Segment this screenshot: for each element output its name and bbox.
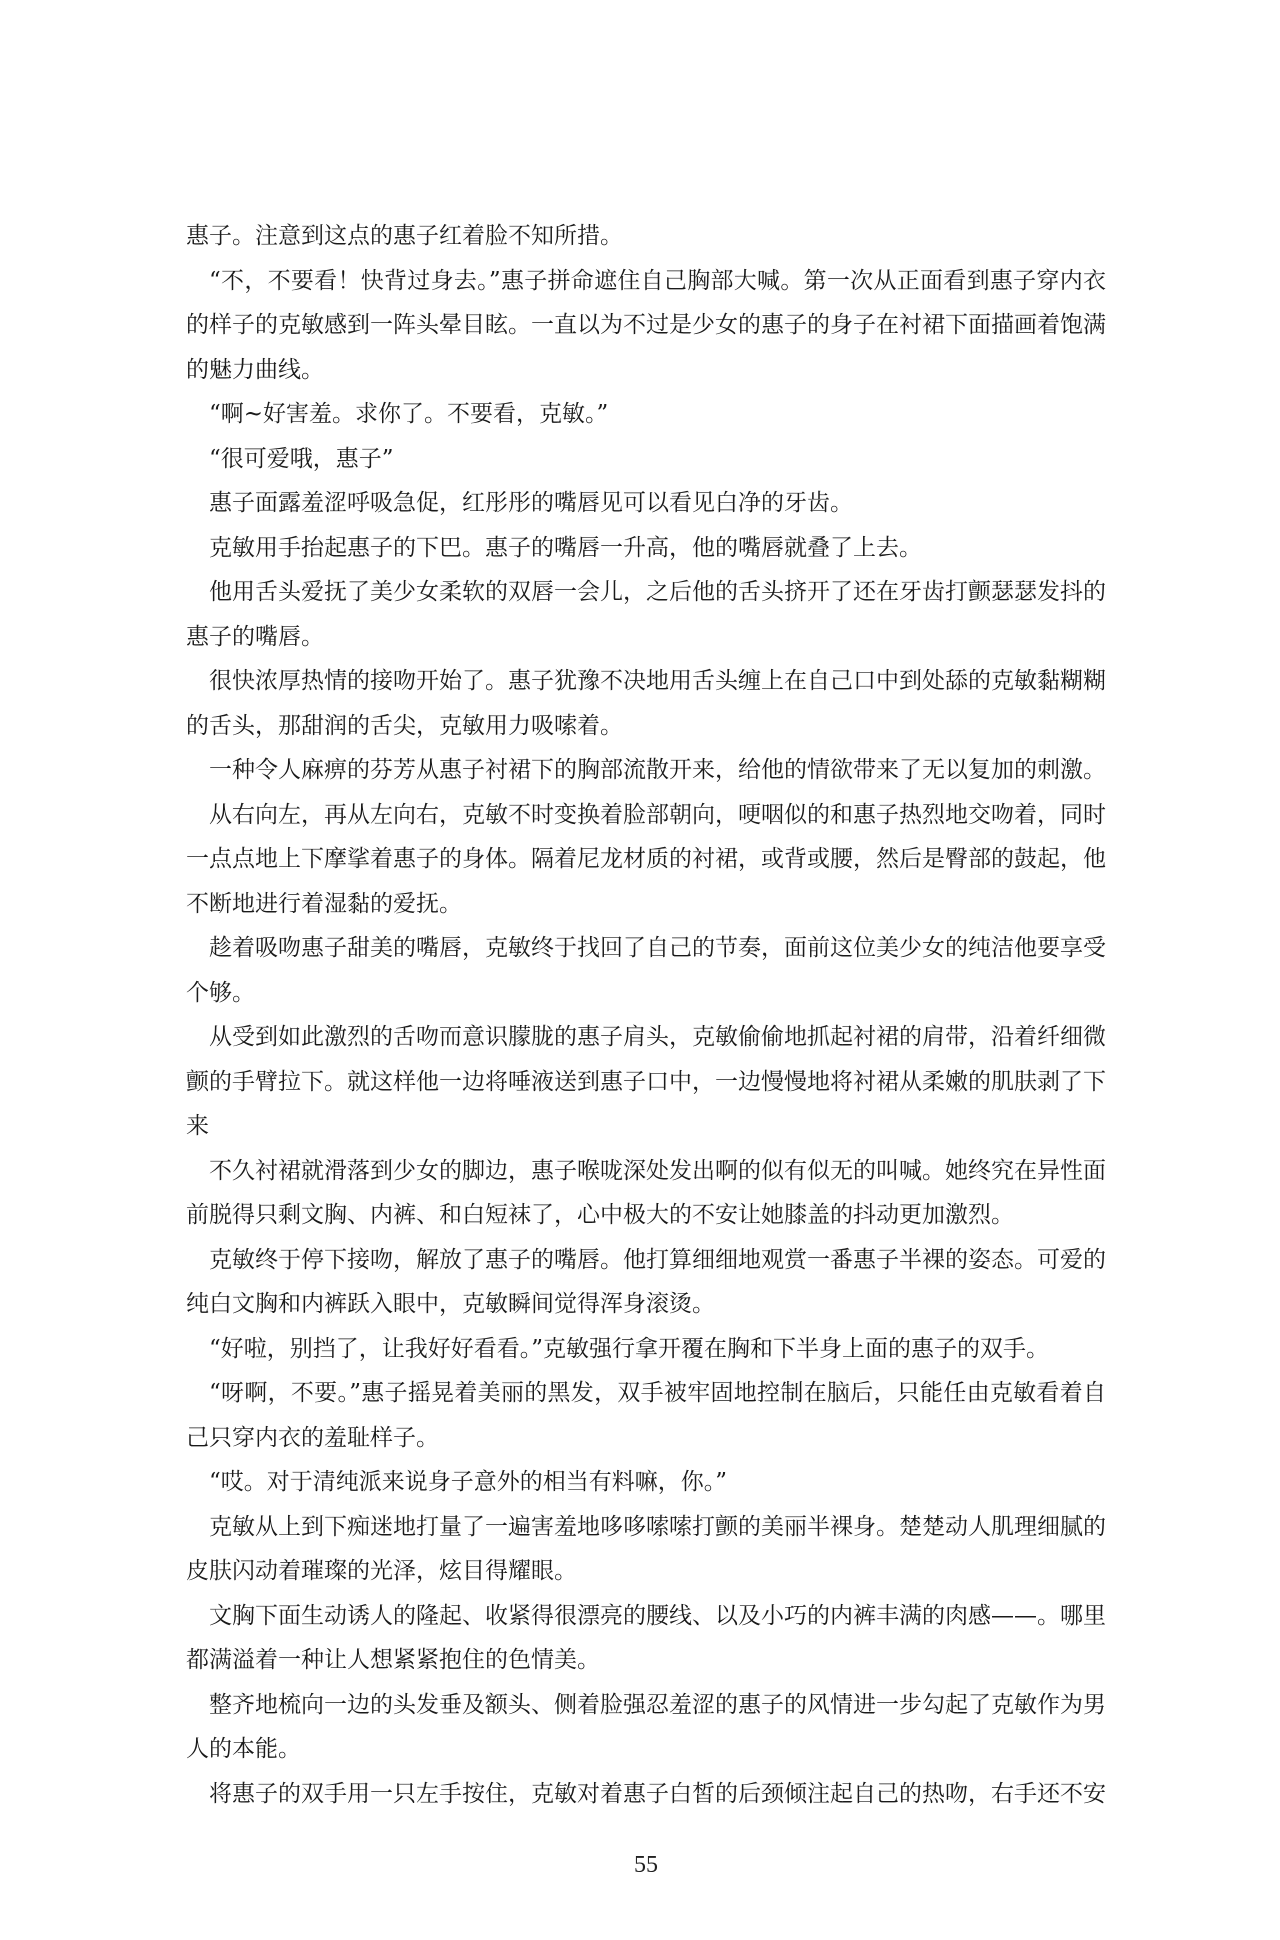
paragraph: 文胸下面生动诱人的隆起、收紧得很漂亮的腰线、以及小巧的内裤丰满的肉感——。哪里都满溢着一种让人想紧紧抱住的色情美。 <box>186 1602 1106 1673</box>
paragraph: 一种令人麻痹的芬芳从惠子衬裙下的胸部流散开来，给他的情欲带来了无以复加的刺激。 <box>209 757 1106 783</box>
paragraph: 很快浓厚热情的接吻开始了。惠子犹豫不决地用舌头缠上在自己口中到处舔的克敏黏糊糊的舌头，那甜润的舌尖，克敏用力吸嗦着。 <box>186 668 1106 739</box>
paragraph: 克敏从上到下痴迷地打量了一遍害羞地哆哆嗦嗦打颤的美丽半裸身。楚楚动人肌理细腻的皮肤闪动着璀璨的光泽，炫目得耀眼。 <box>186 1513 1106 1584</box>
paragraph: 从右向左，再从左向右，克敏不时变换着脸部朝向，哽咽似的和惠子热烈地交吻着，同时一点点地上下摩挲着惠子的身体。隔着尼龙材质的衬裙，或背或腰，然后是臀部的鼓起，他不断地进行着湿黏的爱抚。 <box>186 801 1106 917</box>
paragraph: 惠子。注意到这点的惠子红着脸不知所措。 <box>186 223 623 249</box>
paragraph: 克敏用手抬起惠子的下巴。惠子的嘴唇一升高，他的嘴唇就叠了上去。 <box>209 534 922 561</box>
paragraph: 克敏终于停下接吻，解放了惠子的嘴唇。他打算细细地观赏一番惠子半裸的姿态。可爱的纯白文胸和内裤跃入眼中，克敏瞬间觉得浑身滚烫。 <box>186 1246 1106 1317</box>
page-number: 55 <box>634 1852 658 1878</box>
paragraph: 不久衬裙就滑落到少女的脚边，惠子喉咙深处发出啊的似有似无的叫喊。她终究在异性面前脱得只剩文胸、内裤、和白短袜了，心中极大的不安让她膝盖的抖动更加激烈。 <box>186 1157 1106 1228</box>
paragraph: “不，不要看！快背过身去。”惠子拼命遮住自己胸部大喊。第一次从正面看到惠子穿内衣的样子的克敏感到一阵头晕目眩。一直以为不过是少女的惠子的身子在衬裙下面描画着饱满的魅力曲线。 <box>186 267 1106 383</box>
paragraph: “好啦，别挡了，让我好好看看。”克敏强行拿开覆在胸和下半身上面的惠子的双手。 <box>209 1335 1050 1362</box>
paragraph: “哎。对于清纯派来说身子意外的相当有料嘛，你。” <box>209 1469 728 1495</box>
paragraph: 惠子面露羞涩呼吸急促，红彤彤的嘴唇见可以看见白净的牙齿。 <box>209 490 853 516</box>
paragraph: 他用舌头爱抚了美少女柔软的双唇一会儿，之后他的舌头挤开了还在牙齿打颤瑟瑟发抖的惠子的嘴唇。 <box>186 579 1106 650</box>
paragraph: 从受到如此激烈的舌吻而意识朦胧的惠子肩头，克敏偷偷地抓起衬裙的肩带，沿着纤细微颤的手臂拉下。就这样他一边将唾液送到惠子口中，一边慢慢地将衬裙从柔嫩的肌肤剥了下来 <box>186 1024 1106 1139</box>
paragraph: “呀啊，不要。”惠子摇晃着美丽的黑发，双手被牢固地控制在脑后，只能任由克敏看着自己只穿内衣的羞耻样子。 <box>186 1380 1106 1451</box>
page-body <box>186 214 1106 1816</box>
page-sheet <box>186 0 1106 1940</box>
paragraph: 整齐地梳向一边的头发垂及额头、侧着脸强忍羞涩的惠子的风情进一步勾起了克敏作为男人的本能。 <box>186 1691 1106 1762</box>
paragraph: 趁着吸吻惠子甜美的嘴唇，克敏终于找回了自己的节奏，面前这位美少女的纯洁他要享受个够。 <box>186 935 1106 1006</box>
paragraph: “啊~好害羞。求你了。不要看，克敏。” <box>209 401 609 427</box>
paragraph: 将惠子的双手用一只左手按住，克敏对着惠子白皙的后颈倾注起自己的热吻，右手还不安 <box>209 1780 1106 1807</box>
paragraph: “很可爱哦，惠子” <box>209 445 394 472</box>
